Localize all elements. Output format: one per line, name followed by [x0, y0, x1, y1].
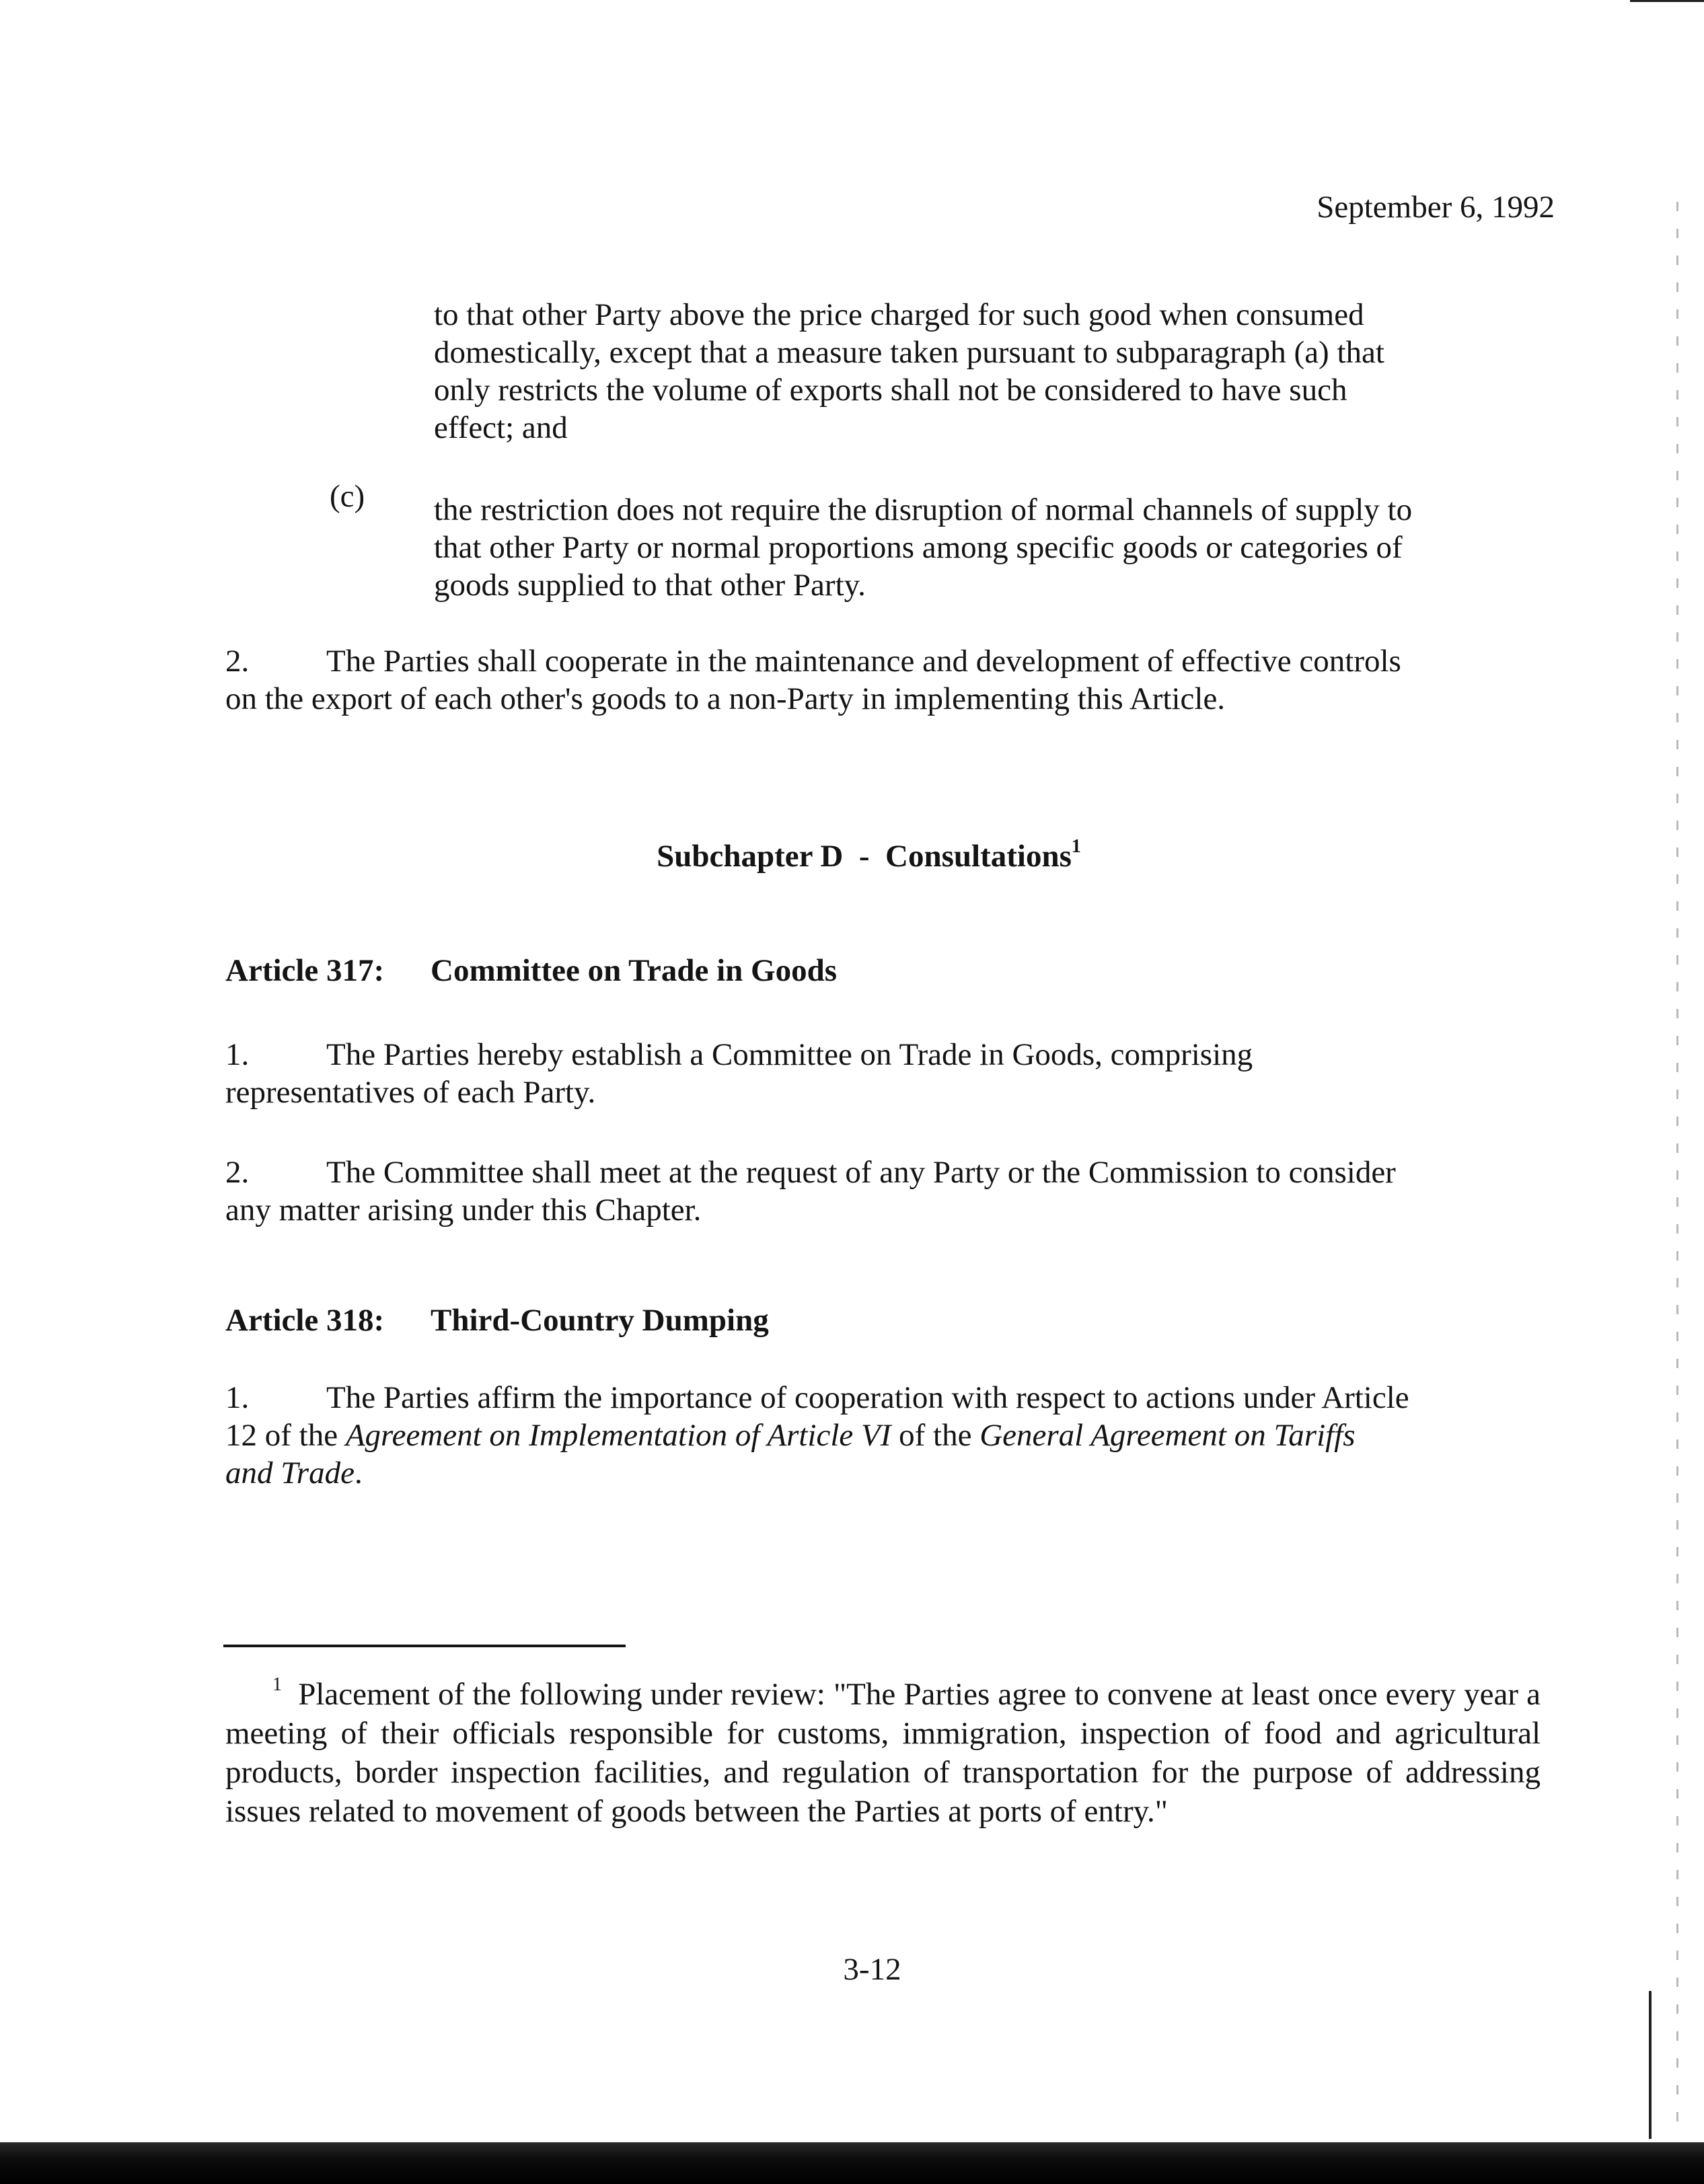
- article-317-number: Article 317:: [225, 953, 385, 988]
- article-318-gatt-title: General Agreement on Tariffs and Trade: [225, 1418, 1356, 1491]
- article-317-p2-text: The Committee shall meet at the request of any Party or the Commission to consider any matter arising under this Chapter.: [225, 1155, 1396, 1228]
- article-317-p1-text: The Parties hereby establish a Committee on Trade in Goods, comprising representatives of each Party.: [225, 1037, 1253, 1110]
- paragraph-2-number: 2.: [225, 644, 250, 679]
- scan-bottom-edge: [0, 2142, 1704, 2184]
- article-318-p1-text-b: of the: [891, 1418, 980, 1453]
- item-c-text: the restriction does not require the disruption of normal channels of supply to that other Party or normal proportions among specific goods or categories of goods supplied to that other Party.: [434, 492, 1413, 603]
- footnote-text: Placement of the following under review: "The Parties agree to convene at least once every year a meeting of their officials responsible for customs, immigration, inspection of food and agricultural products, border inspection facilities, and regulation of transportation for the purpose of addressing issues related to movement of goods between the Parties at ports of entry.": [225, 1677, 1541, 1829]
- article-318-paragraph-1: [225, 1379, 1524, 1492]
- article-318-p1-text-c: .: [354, 1456, 363, 1491]
- scan-edge-mark: [1630, 0, 1704, 2]
- footnote: [225, 1675, 1541, 1831]
- paragraph-2: [225, 642, 1524, 718]
- article-317-p1-number: 1.: [225, 1037, 250, 1072]
- subchapter-title: Subchapter D - Consultations: [657, 839, 1072, 874]
- scan-edge-dark: [1649, 1991, 1652, 2139]
- paragraph-2-text: The Parties shall cooperate in the maintenance and development of effective controls on the export of each other's goods to a non-Party in implementing this Article.: [225, 644, 1401, 716]
- article-318-number: Article 318:: [225, 1303, 385, 1338]
- subchapter-heading: [0, 837, 1704, 875]
- footnote-divider: [223, 1645, 626, 1647]
- item-c-label: (c): [330, 479, 365, 514]
- page-number: 3-12: [843, 1952, 901, 1987]
- article-318-p1-number: 1.: [225, 1380, 250, 1415]
- article-318-p1-text-a: The Parties affirm the importance of cooperation with respect to actions under Article 12 of the: [225, 1380, 1409, 1453]
- continued-paragraph: to that other Party above the price charged for such good when consumed domestically, except that a measure taken pursuant to subparagraph (a) that only restricts the volume of exports shall not be considered to have such effect; and: [434, 297, 1384, 445]
- footnote-reference: 1: [1071, 836, 1081, 858]
- article-318-heading: [225, 1302, 769, 1339]
- article-317-heading: [225, 952, 837, 989]
- article-317-paragraph-2: [225, 1154, 1524, 1229]
- article-318-title: Third-Country Dumping: [431, 1303, 769, 1338]
- article-317-title: Committee on Trade in Goods: [431, 953, 838, 988]
- article-318-agreement-title: Agreement on Implementation of Article VI: [345, 1418, 891, 1453]
- document-date: September 6, 1992: [1317, 190, 1555, 225]
- scan-edge-shadow: [1676, 202, 1678, 2139]
- footnote-marker: 1: [272, 1674, 282, 1696]
- article-317-paragraph-1: [225, 1036, 1524, 1111]
- article-317-p2-number: 2.: [225, 1155, 250, 1190]
